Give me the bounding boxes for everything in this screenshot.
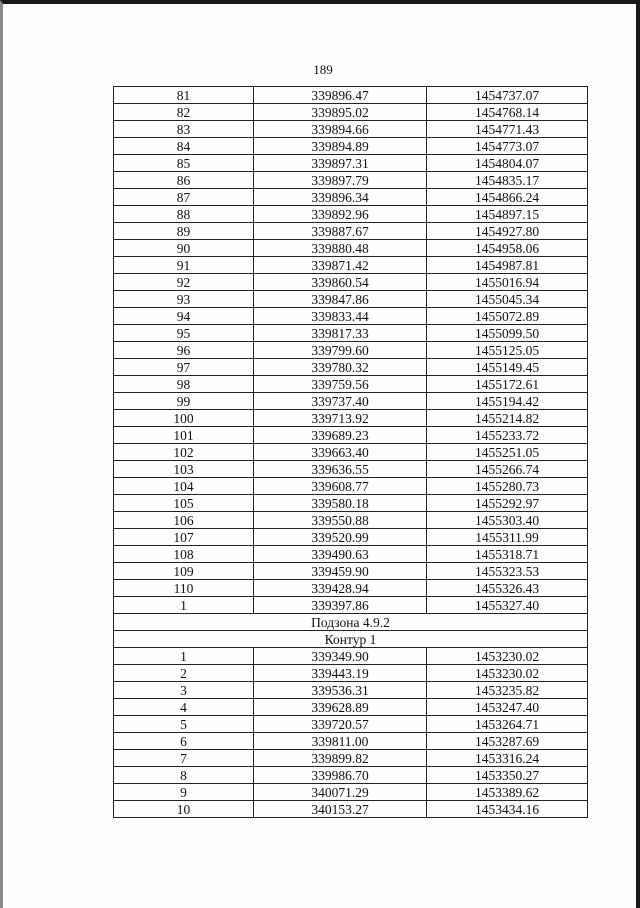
point-number: 107 [114,529,254,546]
table-row [114,512,588,529]
table-row [114,393,588,410]
table-row [114,767,588,784]
coordinate-y: 1453316.24 [427,750,588,767]
point-number: 82 [114,104,254,121]
coordinate-x: 339737.40 [254,393,427,410]
table-row [114,648,588,665]
point-number: 93 [114,291,254,308]
coordinate-y: 1453247.40 [427,699,588,716]
table-row [114,716,588,733]
point-number: 8 [114,767,254,784]
point-number: 10 [114,801,254,818]
table-row [114,274,588,291]
coordinate-y: 1455072.89 [427,308,588,325]
table-row [114,784,588,801]
point-number: 90 [114,240,254,257]
coordinate-y: 1455251.05 [427,444,588,461]
coordinate-y: 1454773.07 [427,138,588,155]
coordinate-x: 339689.23 [254,427,427,444]
coordinate-x: 339896.47 [254,87,427,104]
point-number: 4 [114,699,254,716]
point-number: 109 [114,563,254,580]
coordinate-x: 339811.00 [254,733,427,750]
table-row [114,206,588,223]
coordinate-x: 339860.54 [254,274,427,291]
coordinate-y: 1453230.02 [427,665,588,682]
coordinate-y: 1455172.61 [427,376,588,393]
contour-label: Контур 1 [114,631,588,648]
coordinate-y: 1453434.16 [427,801,588,818]
table-row [114,801,588,818]
point-number: 100 [114,410,254,427]
coordinate-x: 339397.86 [254,597,427,614]
point-number: 110 [114,580,254,597]
point-number: 105 [114,495,254,512]
point-number: 91 [114,257,254,274]
table-row [114,580,588,597]
table-row [114,546,588,563]
coordinate-x: 339349.90 [254,648,427,665]
point-number: 97 [114,359,254,376]
coordinate-x: 339887.67 [254,223,427,240]
coordinate-x: 339720.57 [254,716,427,733]
table-row [114,410,588,427]
subzone-row [114,614,588,631]
table-row [114,342,588,359]
table-row [114,427,588,444]
coordinate-x: 339536.31 [254,682,427,699]
coordinate-y: 1454987.81 [427,257,588,274]
point-number: 88 [114,206,254,223]
coordinate-y: 1455016.94 [427,274,588,291]
coordinate-y: 1455318.71 [427,546,588,563]
coordinate-y: 1453389.62 [427,784,588,801]
point-number: 98 [114,376,254,393]
table-row [114,291,588,308]
coordinate-y: 1453287.69 [427,733,588,750]
table-row [114,359,588,376]
coordinate-x: 339897.31 [254,155,427,172]
point-number: 106 [114,512,254,529]
point-number: 81 [114,87,254,104]
point-number: 83 [114,121,254,138]
coordinate-x: 339986.70 [254,767,427,784]
table-row [114,444,588,461]
point-number: 85 [114,155,254,172]
table-row [114,376,588,393]
page-number: 189 [313,62,333,77]
coordinate-y: 1454804.07 [427,155,588,172]
coordinate-y: 1454897.15 [427,206,588,223]
point-number: 96 [114,342,254,359]
coordinate-y: 1454866.24 [427,189,588,206]
point-number: 104 [114,478,254,495]
coordinate-y: 1454835.17 [427,172,588,189]
table-row [114,563,588,580]
coordinate-x: 339899.82 [254,750,427,767]
coordinate-x: 339663.40 [254,444,427,461]
point-number: 9 [114,784,254,801]
point-number: 87 [114,189,254,206]
coordinate-x: 339490.63 [254,546,427,563]
coordinate-y: 1455323.53 [427,563,588,580]
table-row [114,223,588,240]
coordinate-x: 339799.60 [254,342,427,359]
contour-row [114,631,588,648]
coordinate-x: 340071.29 [254,784,427,801]
coordinate-x: 340153.27 [254,801,427,818]
coordinate-x: 339894.66 [254,121,427,138]
table-row [114,189,588,206]
coordinate-x: 339896.34 [254,189,427,206]
table-row [114,733,588,750]
coordinate-y: 1454771.43 [427,121,588,138]
coordinate-y: 1455327.40 [427,597,588,614]
coordinate-x: 339871.42 [254,257,427,274]
point-number: 3 [114,682,254,699]
coordinate-y: 1455266.74 [427,461,588,478]
coordinate-x: 339580.18 [254,495,427,512]
table-row [114,495,588,512]
coordinates-table-bottom [114,648,588,818]
coordinate-y: 1455214.82 [427,410,588,427]
point-number: 95 [114,325,254,342]
coordinates-table-top [114,87,588,614]
table-row [114,597,588,614]
point-number: 102 [114,444,254,461]
point-number: 101 [114,427,254,444]
point-number: 108 [114,546,254,563]
point-number: 103 [114,461,254,478]
coordinate-x: 339428.94 [254,580,427,597]
coordinate-y: 1453264.71 [427,716,588,733]
table-row [114,104,588,121]
coordinate-y: 1453230.02 [427,648,588,665]
point-number: 99 [114,393,254,410]
point-number: 89 [114,223,254,240]
coordinate-y: 1454768.14 [427,104,588,121]
coordinate-x: 339833.44 [254,308,427,325]
table-row [114,682,588,699]
coordinate-x: 339443.19 [254,665,427,682]
table-row [114,699,588,716]
coordinate-x: 339608.77 [254,478,427,495]
coordinate-x: 339636.55 [254,461,427,478]
table-row [114,121,588,138]
coordinate-x: 339897.79 [254,172,427,189]
coordinate-x: 339759.56 [254,376,427,393]
coordinate-y: 1455311.99 [427,529,588,546]
point-number: 84 [114,138,254,155]
point-number: 94 [114,308,254,325]
coordinate-y: 1455280.73 [427,478,588,495]
coordinate-x: 339459.90 [254,563,427,580]
table-row [114,750,588,767]
table-row [114,257,588,274]
table-row [114,87,588,104]
point-number: 1 [114,597,254,614]
coordinate-x: 339713.92 [254,410,427,427]
table-row [114,172,588,189]
coordinate-y: 1455233.72 [427,427,588,444]
point-number: 2 [114,665,254,682]
coordinate-y: 1455099.50 [427,325,588,342]
coordinate-y: 1453350.27 [427,767,588,784]
point-number: 1 [114,648,254,665]
subzone-label: Подзона 4.9.2 [114,614,588,631]
coordinate-y: 1455149.45 [427,359,588,376]
coordinate-x: 339847.86 [254,291,427,308]
coordinate-x: 339817.33 [254,325,427,342]
coordinate-x: 339628.89 [254,699,427,716]
table-row [114,138,588,155]
coordinates-table [113,86,588,818]
coordinate-y: 1455326.43 [427,580,588,597]
point-number: 86 [114,172,254,189]
coordinate-y: 1455125.05 [427,342,588,359]
table-row [114,240,588,257]
coordinate-x: 339894.89 [254,138,427,155]
point-number: 92 [114,274,254,291]
coordinate-x: 339780.32 [254,359,427,376]
coordinate-y: 1455045.34 [427,291,588,308]
table-row [114,325,588,342]
coordinate-x: 339880.48 [254,240,427,257]
coordinate-y: 1455292.97 [427,495,588,512]
coordinate-x: 339550.88 [254,512,427,529]
table-row [114,308,588,325]
coordinate-y: 1453235.82 [427,682,588,699]
table-row [114,665,588,682]
coordinate-y: 1454958.06 [427,240,588,257]
point-number: 6 [114,733,254,750]
table-row [114,155,588,172]
coordinate-y: 1454737.07 [427,87,588,104]
coordinate-y: 1455303.40 [427,512,588,529]
coordinates-table-headers [114,614,588,648]
point-number: 7 [114,750,254,767]
table-row [114,461,588,478]
coordinate-x: 339895.02 [254,104,427,121]
coordinate-y: 1454927.80 [427,223,588,240]
point-number: 5 [114,716,254,733]
coordinate-x: 339520.99 [254,529,427,546]
table-row [114,529,588,546]
coordinate-x: 339892.96 [254,206,427,223]
table-row [114,478,588,495]
coordinate-y: 1455194.42 [427,393,588,410]
